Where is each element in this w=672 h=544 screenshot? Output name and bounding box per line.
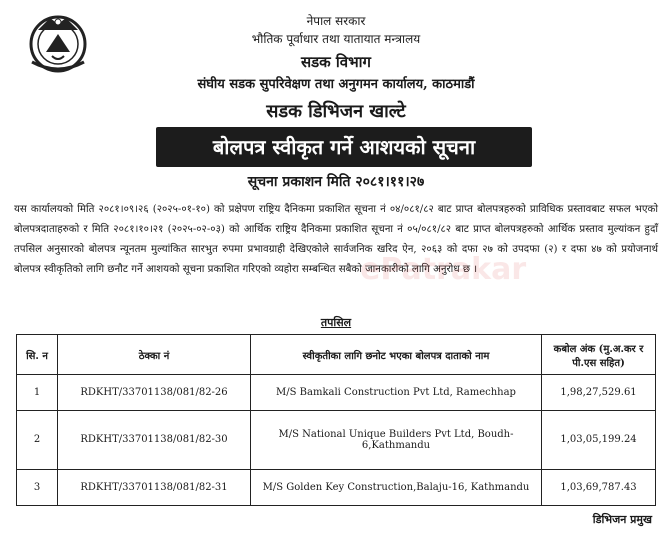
table-row: [17, 410, 656, 470]
row-bid-amount: 1,98,27,529.61: [542, 375, 656, 411]
row-serial: 3: [17, 470, 58, 506]
row-serial: 2: [17, 410, 58, 470]
row-bid-amount: 1,03,69,787.43: [542, 470, 656, 506]
row-contract-no: RDKHT/33701138/081/82-30: [58, 410, 251, 470]
row-contract-no: RDKHT/33701138/081/82-26: [58, 375, 251, 411]
office-name: संघीय सडक सुपरिवेक्षण तथा अनुगमन कार्यालय, काठमाडौं: [197, 77, 475, 92]
row-bidder-name: M/S Golden Key Construction,Balaju-16, Kathmandu: [251, 470, 542, 506]
division-name: सडक डिभिजन खाल्टे: [266, 101, 406, 122]
watermark: ePatrakar: [360, 252, 527, 287]
bid-table: [16, 334, 656, 506]
col-bid-amount: कबोल अंक (मु.अ.कर र पी.एस सहित): [542, 335, 656, 375]
col-bidder-name: स्वीकृतीका लागि छनोट भएका बोलपत्र दाताको नाम: [251, 335, 542, 375]
notice-body: यस कार्यालयको मिति २०८१।०९।२६ (२०२५-०१-१०) को प्रक्षेपण राष्ट्रिय दैनिकमा प्रकाशित सूचना नं ०४/०८१/८२ बाट प्राप्त बोलपत्रहरुको प्राविधिक प्रस्तावबाट सफल भएको बोलपत्रदाताहरुको र मिति २०८१।१०।२१ (२०२५-०२-०३) को आर्थिक राष्ट्रिय दैनिकमा प्रकाशित सूचना नं ०५/०८१/८२ बाट प्राप्त बोलपत्रहरुको आर्थिक प्रस्ताव मुल्यांकन हुदाँ तपसिल अनुसारको बोलपत्र न्यूनतम मुल्यांकित सारभुत रुपमा प्रभावग्राही देखिएकोले सार्वजनिक खरिद ऐन, २०६३ को दफा २७ को उपदफा (२) र दफा ४७ को प्रयोजनार्थ बोलपत्र स्वीकृतिको लागि छनौट गर्ने आशयको सूचना प्रकाशित गरिएको व्यहोरा सम्बन्धित सबैको जानकारीको लागि अनुरोध छ ।: [14, 204, 658, 275]
table-header-row: [17, 335, 656, 375]
col-serial: सि. न: [17, 335, 58, 375]
signatory-title: डिभिजन प्रमुख: [592, 513, 652, 526]
notice-title: बोलपत्र स्वीकृत गर्ने आशयको सूचना: [156, 127, 532, 167]
row-serial: 1: [17, 375, 58, 411]
ministry-name: भौतिक पूर्वाधार तथा यातायात मन्त्रालय: [251, 32, 421, 46]
table-row: [17, 470, 656, 506]
col-contract-no: ठेक्का नं: [58, 335, 251, 375]
publish-date: सूचना प्रकाशन मिति २०८१।११।२७: [247, 174, 425, 190]
row-bidder-name: M/S Bamkali Construction Pvt Ltd, Ramechhap: [251, 375, 542, 411]
department-name: सडक विभाग: [300, 53, 371, 71]
row-bid-amount: 1,03,05,199.24: [542, 410, 656, 470]
table-row: [17, 375, 656, 411]
schedule-caption: तपसिल: [320, 316, 352, 329]
row-bidder-name: M/S National Unique Builders Pvt Ltd, Boudh-6,Kathmandu: [251, 410, 542, 470]
government-name: नेपाल सरकार: [306, 14, 366, 28]
row-contract-no: RDKHT/33701138/081/82-31: [58, 470, 251, 506]
